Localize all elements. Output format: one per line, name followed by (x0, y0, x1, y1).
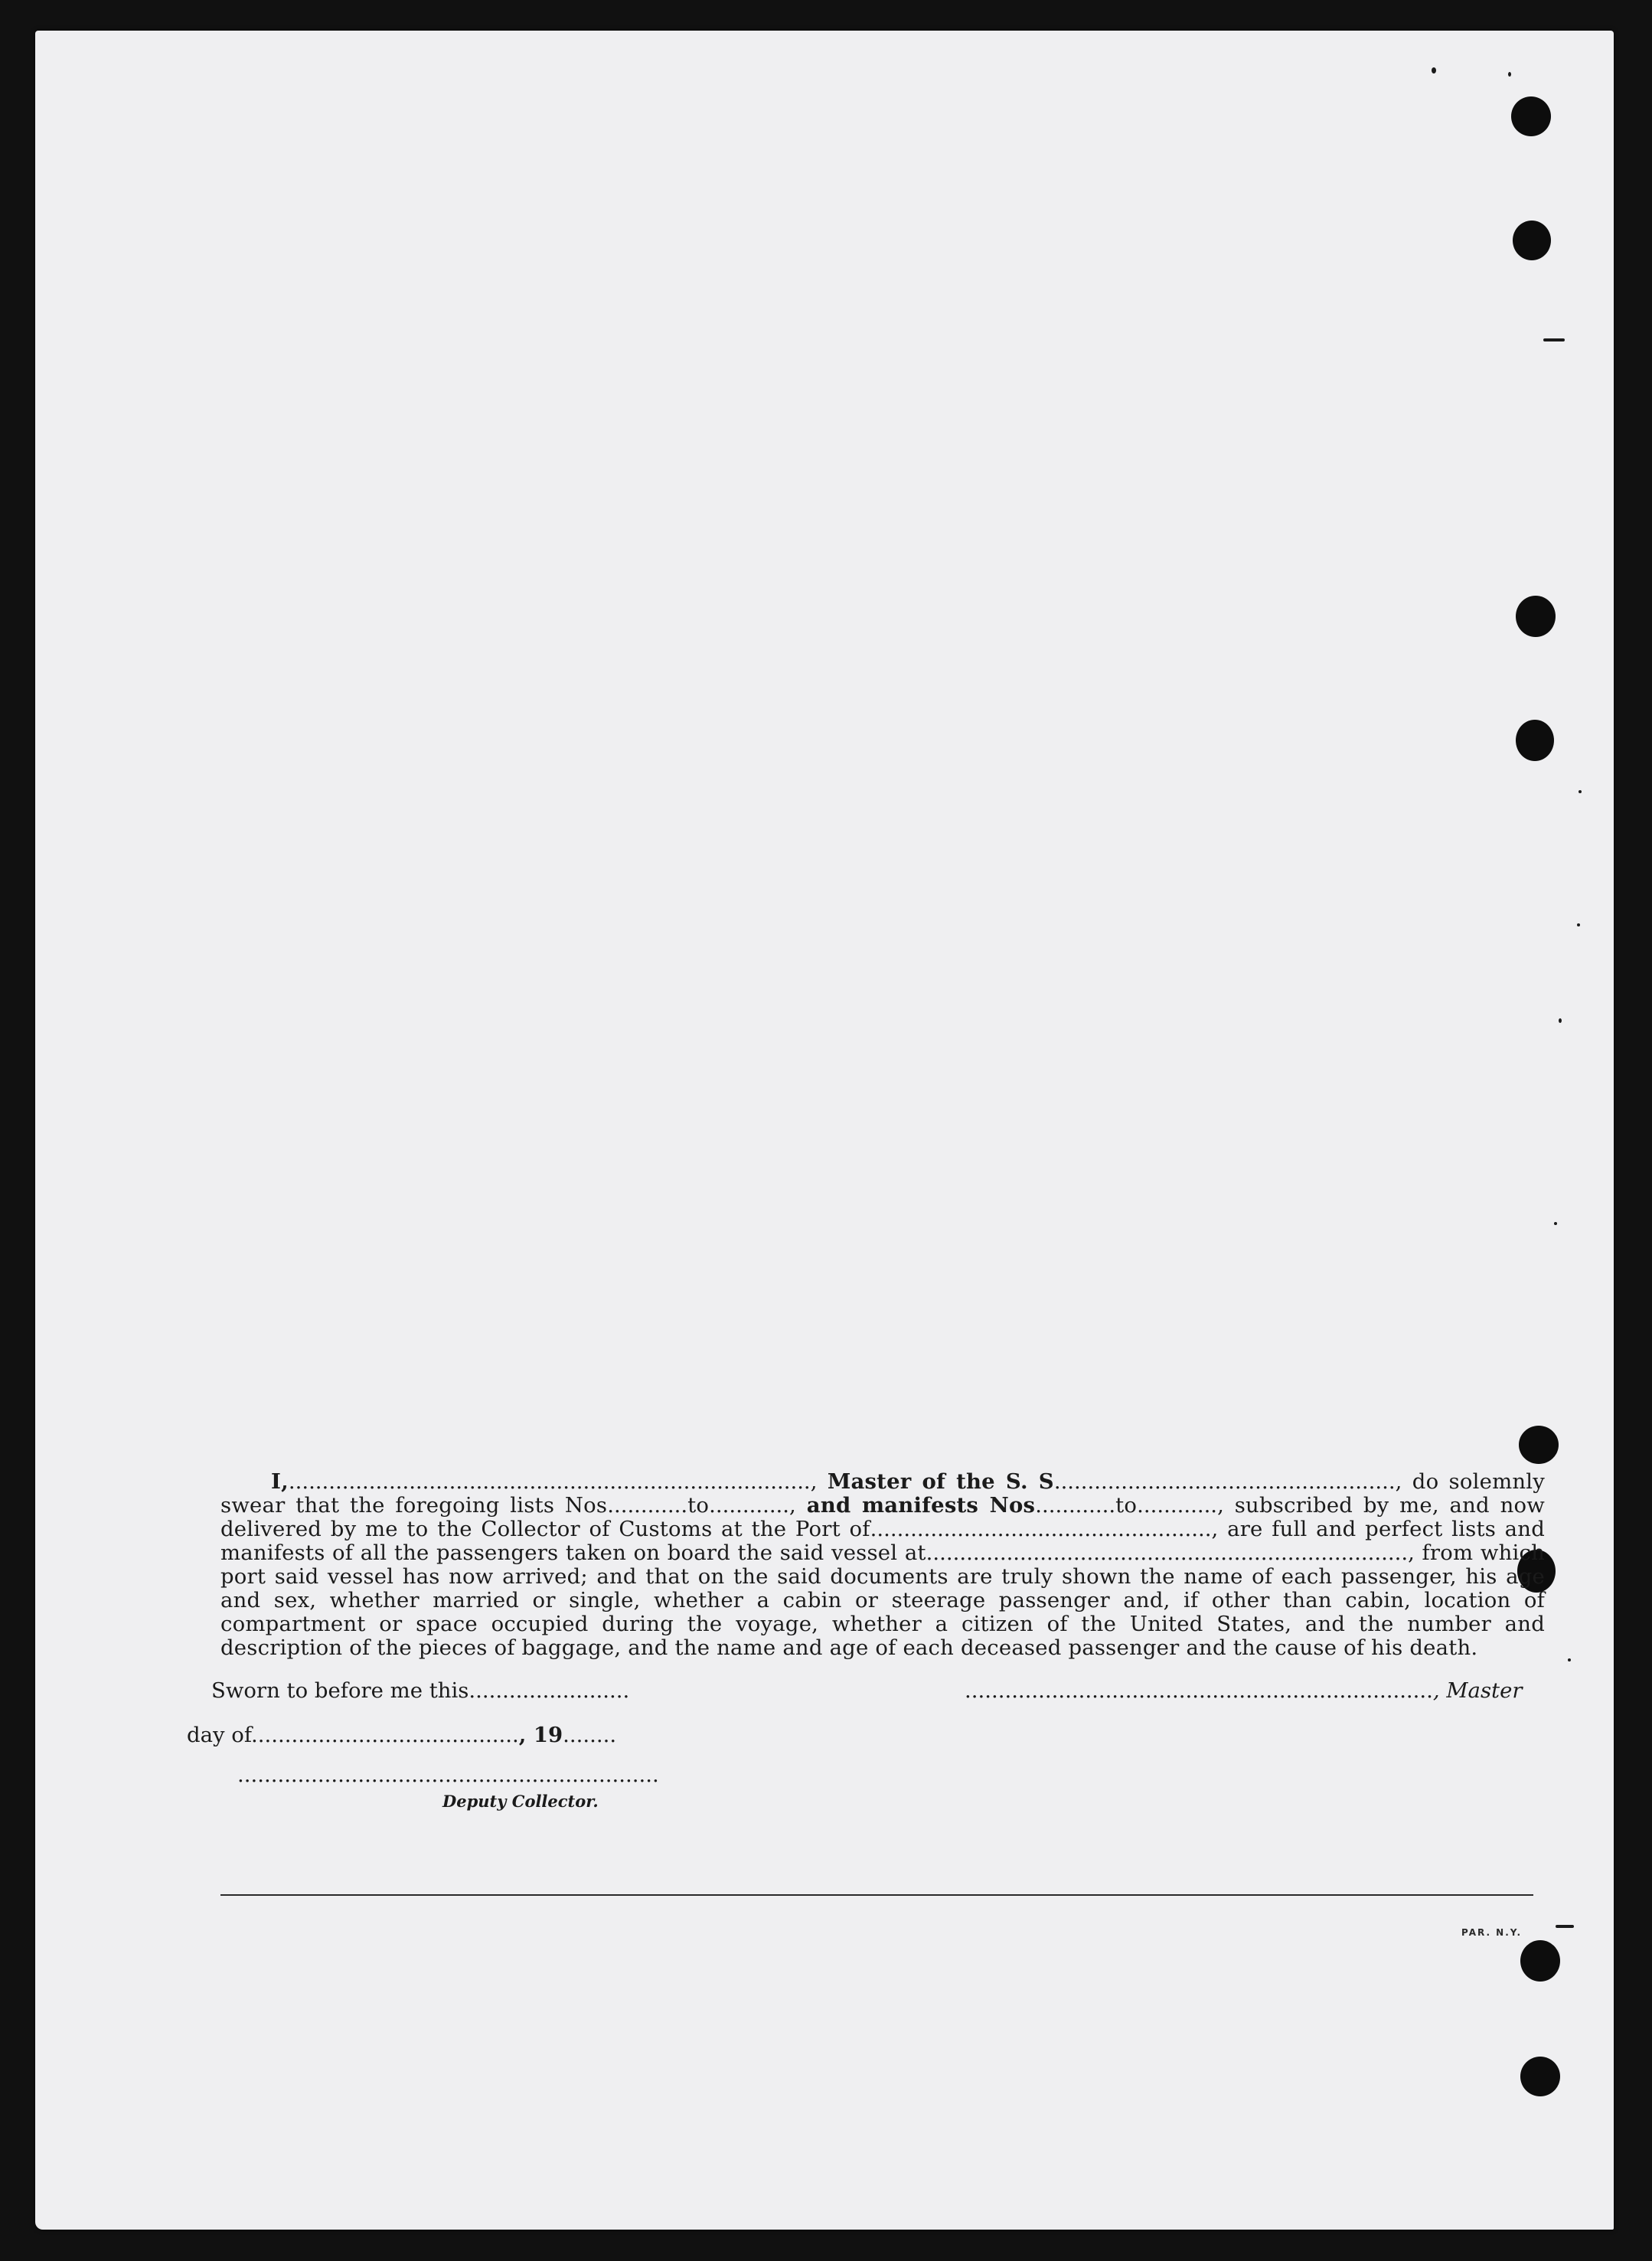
punch-hole (1520, 1940, 1560, 1982)
oath-text: Master of the S. S (827, 1469, 1054, 1494)
collector-signature-blank: ............................................................... (237, 1763, 659, 1787)
collector-signature-line (237, 1763, 659, 1787)
ink-speck (1543, 338, 1565, 341)
master-signature-blank: ...................................................................... (965, 1678, 1433, 1703)
day-line (187, 1723, 616, 1747)
horizontal-rule (220, 1894, 1533, 1896)
master-name-blank: .............................................................................. (288, 1469, 811, 1494)
sworn-line (211, 1678, 629, 1703)
oath-text: , do solemnly swear that the foregoing lists Nos (220, 1469, 1545, 1518)
oath-text: , subscribed by me, and now delivered by me to the Collector of Customs at the Port of (220, 1493, 1545, 1541)
punch-hole (1516, 596, 1556, 637)
embark-port-blank: ........................................................................ (926, 1541, 1409, 1565)
ship-name-blank: ................................................... (1053, 1469, 1396, 1494)
oath-text: , (810, 1469, 828, 1494)
lists-from-blank: ............ (607, 1493, 688, 1518)
master-label: , Master (1432, 1678, 1523, 1703)
punch-hole (1516, 720, 1554, 761)
document-page (35, 31, 1614, 2230)
ink-speck (1568, 1658, 1571, 1661)
port-blank: ................................................... (870, 1517, 1212, 1541)
oath-text: to (687, 1493, 710, 1518)
printer-mark: PAR. N.Y. (1461, 1927, 1523, 1938)
year-blank: ........ (563, 1723, 617, 1747)
sworn-label: Sworn to before me this (211, 1678, 469, 1703)
ink-speck (1579, 790, 1582, 793)
sworn-date-blank: ........................ (469, 1678, 630, 1703)
oath-text: , are full and perfect lists and manifests of all the passengers taken on board the said vessel at (220, 1517, 1545, 1565)
year-prefix: , 19 (518, 1723, 563, 1747)
lists-to-blank: ............ (709, 1493, 790, 1518)
oath-text: to (1115, 1493, 1138, 1518)
ink-speck (1577, 923, 1580, 926)
deputy-collector-label: Deputy Collector. (442, 1792, 599, 1811)
manifests-from-blank: ............ (1035, 1493, 1116, 1518)
ink-speck (1432, 67, 1436, 74)
oath-text: , from which port said vessel has now arrived; and that on the said documents are truly shown the name of each passenger, his age and sex, whether married or single, whether a cabin or steerage passenger and, if other than cabin, location of compartment or space occupied during the voyage, whether a citizen of the United States, and the number and description of the pieces of baggage, and the name and age of each deceased passenger and the cause of his death. (220, 1541, 1545, 1660)
oath-text: , (789, 1493, 807, 1518)
oath-text: I, (271, 1469, 289, 1494)
manifests-to-blank: ............ (1137, 1493, 1218, 1518)
punch-hole (1511, 96, 1551, 136)
ink-speck (1556, 1925, 1574, 1928)
punch-hole (1513, 221, 1551, 260)
ink-speck (1559, 1018, 1562, 1023)
ink-speck (1508, 72, 1511, 77)
day-label: day of (187, 1723, 252, 1747)
oath-paragraph (220, 1470, 1545, 1660)
day-blank: ........................................ (251, 1723, 519, 1747)
oath-text: and manifests Nos (806, 1493, 1036, 1518)
punch-hole (1520, 2057, 1560, 2096)
punch-hole (1519, 1426, 1559, 1464)
master-signature-line (965, 1678, 1523, 1703)
ink-speck (1554, 1222, 1557, 1225)
